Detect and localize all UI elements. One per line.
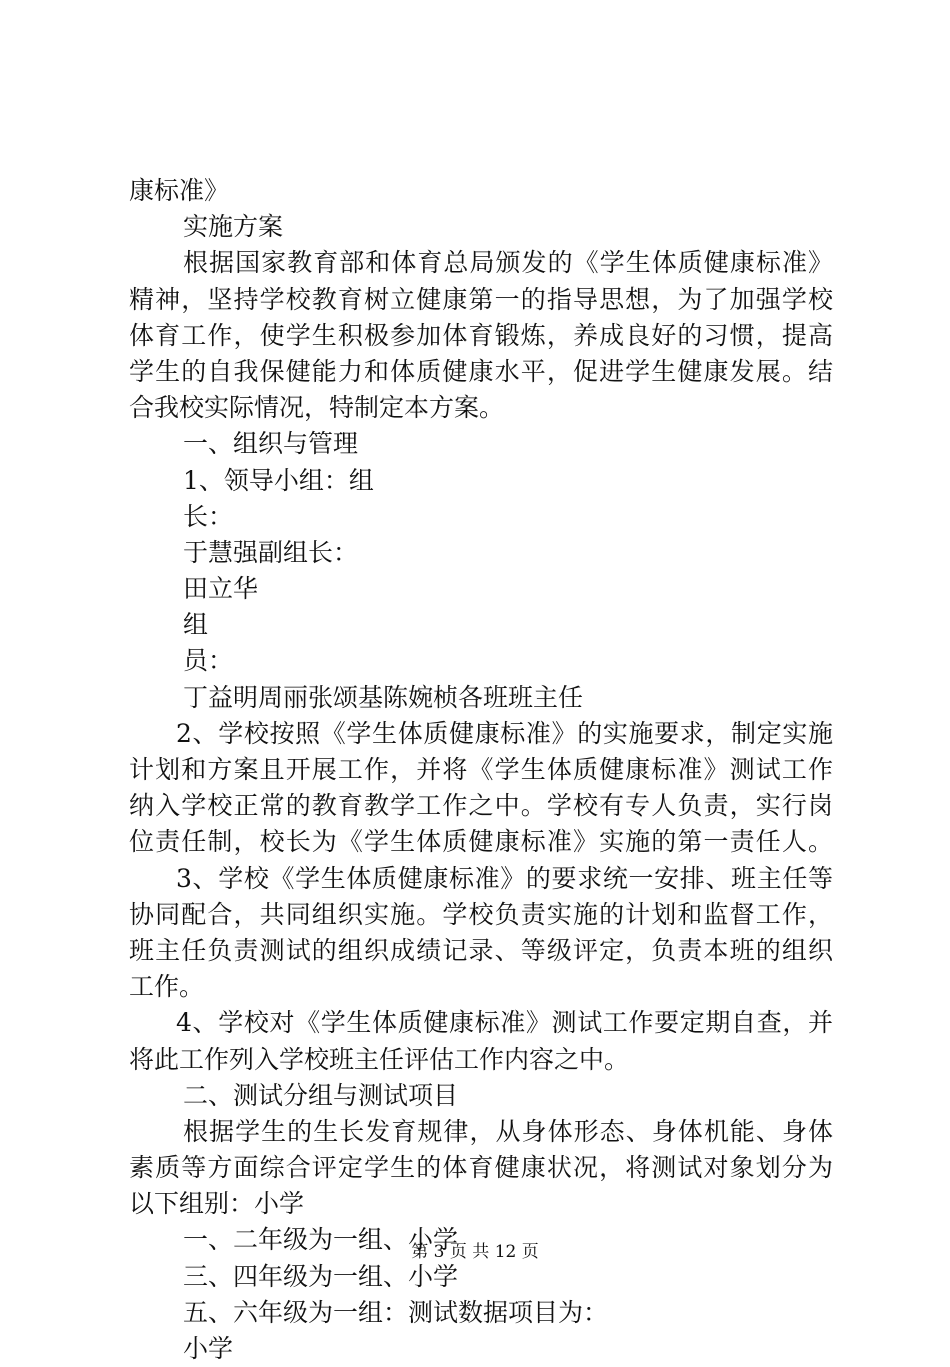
text-line: 1、领导小组：组 bbox=[183, 465, 374, 495]
text-line: 精神，坚持学校教育树立健康第一的指导思想，为了加强学校 bbox=[129, 284, 833, 314]
text-line: 五、六年级为一组：测试数据项目为： bbox=[183, 1297, 609, 1327]
text-line: 2、学校按照《学生体质健康标准》的实施要求，制定实施 bbox=[176, 718, 833, 748]
text-line: 4、学校对《学生体质健康标准》测试工作要定期自查，并 bbox=[176, 1008, 833, 1038]
document-body bbox=[129, 173, 833, 1367]
text-line: 一、组织与管理 bbox=[183, 429, 359, 459]
text-line: 小学 bbox=[183, 1334, 234, 1363]
text-line: 计划和方案且开展工作，并将《学生体质健康标准》测试工作 bbox=[129, 755, 833, 784]
text-line: 工作。 bbox=[129, 972, 205, 1002]
text-line: 体育工作，使学生积极参加体育锻炼，养成良好的习惯，提高 bbox=[129, 320, 833, 350]
text-line: 将此工作列入学校班主任评估工作内容之中。 bbox=[129, 1044, 630, 1074]
text-line: 纳入学校正常的教育教学工作之中。学校有专人负责，实行岗 bbox=[129, 791, 833, 821]
text-line: 一、二年级为一组、小学 bbox=[183, 1225, 459, 1255]
text-line: 学生的自我保健能力和体质健康水平，促进学生健康发展。结 bbox=[129, 356, 833, 386]
text-line: 实施方案 bbox=[183, 212, 284, 242]
text-line: 素质等方面综合评定学生的体育健康状况，将测试对象划分为 bbox=[129, 1153, 833, 1183]
text-line: 根据国家教育部和体育总局颁发的《学生体质健康标准》 bbox=[183, 248, 833, 278]
page-footer: 第 3 页 共 12 页 bbox=[411, 1242, 539, 1262]
text-line: 位责任制，校长为《学生体质健康标准》实施的第一责任人。 bbox=[129, 827, 833, 857]
text-line: 田立华 bbox=[183, 574, 259, 604]
text-line: 合我校实际情况，特制定本方案。 bbox=[129, 393, 505, 423]
text-line: 组 bbox=[183, 610, 209, 640]
text-line: 3、学校《学生体质健康标准》的要求统一安排、班主任等 bbox=[176, 863, 833, 893]
text-line: 根据学生的生长发育规律，从身体形态、身体机能、身体 bbox=[183, 1116, 833, 1146]
text-line: 三、四年级为一组、小学 bbox=[183, 1261, 459, 1291]
text-line: 协同配合，共同组织实施。学校负责实施的计划和监督工作， bbox=[129, 899, 833, 929]
text-line: 丁益明周丽张颂基陈婉桢各班班主任 bbox=[183, 682, 584, 712]
text-line: 班主任负责测试的组织成绩记录、等级评定，负责本班的组织 bbox=[129, 935, 833, 965]
text-line: 以下组别：小学 bbox=[129, 1189, 305, 1219]
text-line: 员： bbox=[183, 646, 234, 676]
text-line: 于慧强副组长： bbox=[183, 537, 359, 567]
text-line: 二、测试分组与测试项目 bbox=[183, 1080, 459, 1110]
text-line: 康标准》 bbox=[129, 176, 230, 205]
text-line: 长： bbox=[183, 501, 234, 531]
